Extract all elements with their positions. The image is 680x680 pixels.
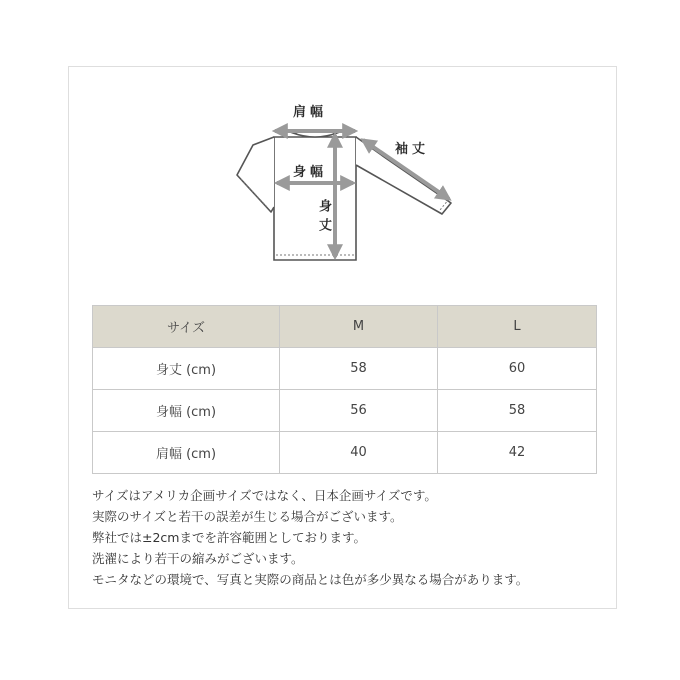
body-width-label: 身幅: [293, 165, 328, 180]
sleeve-length-label: 袖丈: [395, 142, 430, 157]
shoulder-width-label: 肩幅: [293, 105, 328, 120]
size-table: [92, 305, 597, 474]
size-diagram: [69, 67, 618, 297]
header-size: サイズ: [93, 306, 280, 348]
note-line: サイズはアメリカ企画サイズではなく、日本企画サイズです。: [92, 488, 437, 503]
note-line: 実際のサイズと若干の誤差が生じる場合がございます。: [92, 509, 403, 524]
header-l: L: [438, 306, 597, 348]
size-guide-card: [68, 66, 617, 609]
cell-l: 58: [438, 390, 597, 432]
note-line: モニタなどの環境で、写真と実際の商品とは色が多少異なる場合があります。: [92, 572, 529, 587]
body-length-label: 身丈: [316, 199, 331, 237]
note-line: 弊社では±2cmまでを許容範囲としております。: [92, 530, 366, 545]
table-row: [93, 432, 597, 474]
left-sleeve-outline: [237, 137, 274, 212]
cell-m: 56: [280, 390, 438, 432]
long-sleeve-shirt-illustration: [69, 67, 618, 297]
table-row: [93, 390, 597, 432]
row-label: 身丈 (cm): [93, 348, 280, 390]
cell-m: 58: [280, 348, 438, 390]
row-label: 身幅 (cm): [93, 390, 280, 432]
cell-l: 42: [438, 432, 597, 474]
table-row: [93, 348, 597, 390]
row-label: 肩幅 (cm): [93, 432, 280, 474]
notes: [92, 485, 602, 590]
note-line: 洗濯により若干の縮みがございます。: [92, 551, 304, 566]
table-header-row: [93, 306, 597, 348]
header-m: M: [280, 306, 438, 348]
cell-l: 60: [438, 348, 597, 390]
cell-m: 40: [280, 432, 438, 474]
